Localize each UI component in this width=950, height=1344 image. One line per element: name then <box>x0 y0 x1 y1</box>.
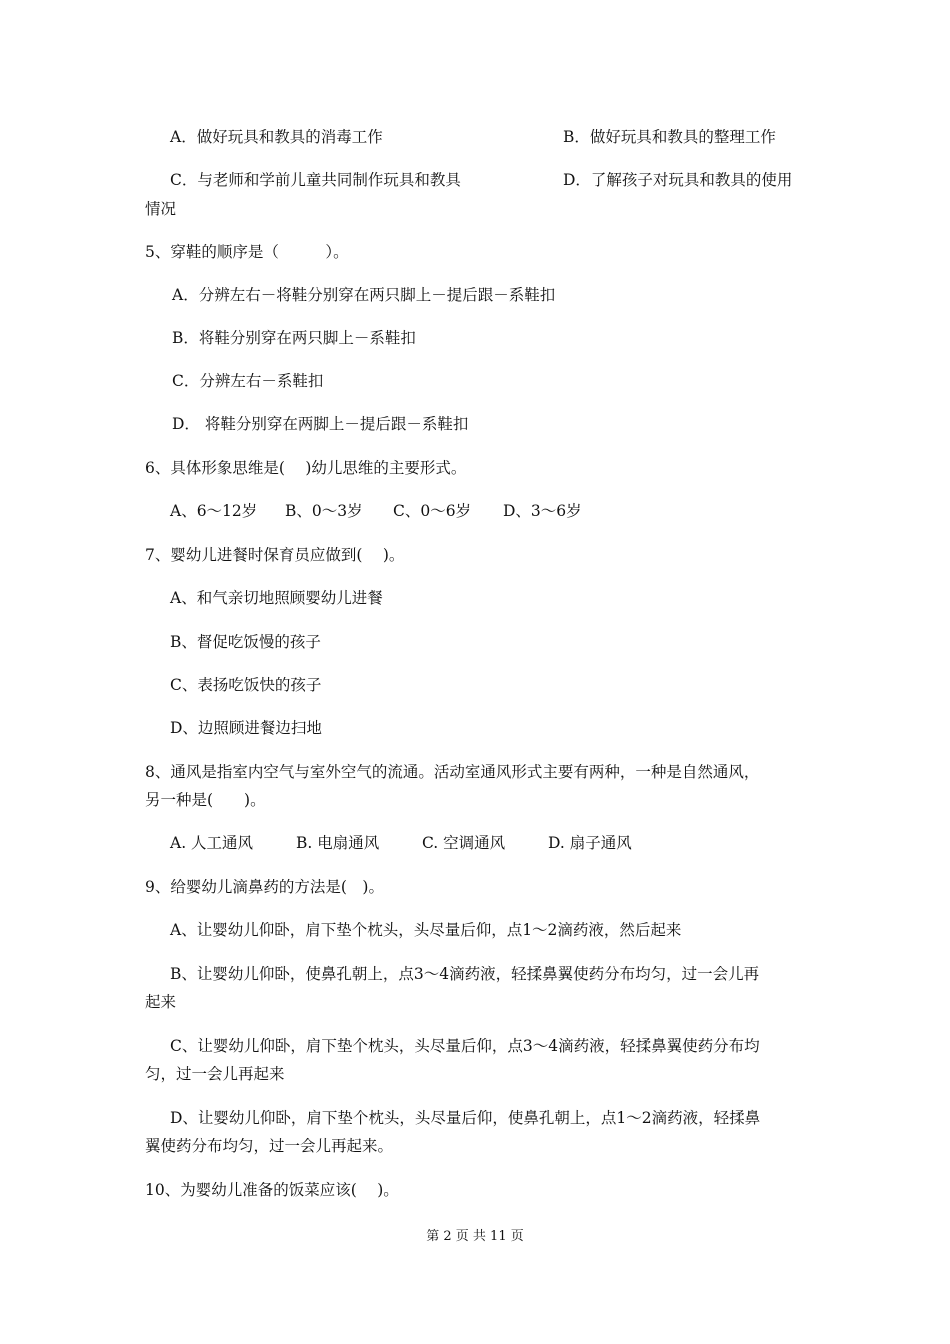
q7-option-d: D、边照顾进餐边扫地 <box>170 719 322 737</box>
q8-stem-line1: 8、通风是指室内空气与室外空气的流通。活动室通风形式主要有两种，一种是自然通风， <box>145 763 760 781</box>
q5-option-a: A．分辨左右－将鞋分别穿在两只脚上－提后跟－系鞋扣 <box>172 286 556 304</box>
q9-option-a: A、让婴幼儿仰卧，肩下垫个枕头，头尽量后仰，点1～2滴药液，然后起来 <box>170 921 682 939</box>
q8-option-b: B. 电扇通风 <box>296 834 380 852</box>
q7-stem: 7、婴幼儿进餐时保育员应做到( )。 <box>145 546 405 564</box>
q9-option-c-line1: C、让婴幼儿仰卧，肩下垫个枕头，头尽量后仰，点3～4滴药液，轻揉鼻翼使药分布均 <box>170 1037 760 1055</box>
q9-option-c-line2: 匀，过一会儿再起来 <box>145 1065 285 1083</box>
q4-option-d-continued: 情况 <box>145 200 177 218</box>
q5-option-c: C．分辨左右－系鞋扣 <box>172 372 324 390</box>
q9-option-d-line2: 翼使药分布均匀，过一会儿再起来。 <box>145 1137 394 1155</box>
q8-option-a: A. 人工通风 <box>170 834 254 852</box>
q4-option-c: C．与老师和学前儿童共同制作玩具和教具 <box>170 171 461 189</box>
q8-option-d: D. 扇子通风 <box>548 834 632 852</box>
q5-option-b: B．将鞋分别穿在两只脚上－系鞋扣 <box>172 329 416 347</box>
q4-option-b: B．做好玩具和教具的整理工作 <box>563 128 776 146</box>
q9-option-d-line1: D、让婴幼儿仰卧，肩下垫个枕头，头尽量后仰，使鼻孔朝上，点1～2滴药液，轻揉鼻 <box>170 1109 761 1127</box>
q6-option-d: D、3～6岁 <box>503 502 582 520</box>
q4-option-a: A．做好玩具和教具的消毒工作 <box>170 128 383 146</box>
q7-option-a: A、和气亲切地照顾婴幼儿进餐 <box>170 589 383 607</box>
q6-option-b: B、0～3岁 <box>285 502 363 520</box>
q8-options <box>170 832 632 854</box>
q5-option-d: D． 将鞋分别穿在两脚上－提后跟－系鞋扣 <box>172 415 469 433</box>
q8-option-c: C. 空调通风 <box>422 834 506 852</box>
q9-option-b-line2: 起来 <box>145 993 177 1011</box>
q6-options <box>170 500 582 522</box>
q9-option-b-line1: B、让婴幼儿仰卧，使鼻孔朝上，点3～4滴药液，轻揉鼻翼使药分布均匀，过一会儿再 <box>170 965 760 983</box>
q5-stem: 5、穿鞋的顺序是（ ）。 <box>145 243 349 261</box>
q6-option-a: A、6～12岁 <box>170 502 258 520</box>
q7-option-b: B、督促吃饭慢的孩子 <box>170 633 321 651</box>
q9-stem: 9、给婴幼儿滴鼻药的方法是( )。 <box>145 878 384 896</box>
q7-option-c: C、表扬吃饭快的孩子 <box>170 676 322 694</box>
page-number-footer: 第 2 页 共 11 页 <box>426 1229 524 1244</box>
q8-stem-line2: 另一种是( )。 <box>145 791 266 809</box>
q10-stem: 10、为婴幼儿准备的饭菜应该( )。 <box>145 1181 399 1199</box>
q6-option-c: C、0～6岁 <box>393 502 472 520</box>
q4-option-d: D．了解孩子对玩具和教具的使用 <box>563 171 793 189</box>
q6-stem: 6、具体形象思维是( )幼儿思维的主要形式。 <box>145 459 467 477</box>
